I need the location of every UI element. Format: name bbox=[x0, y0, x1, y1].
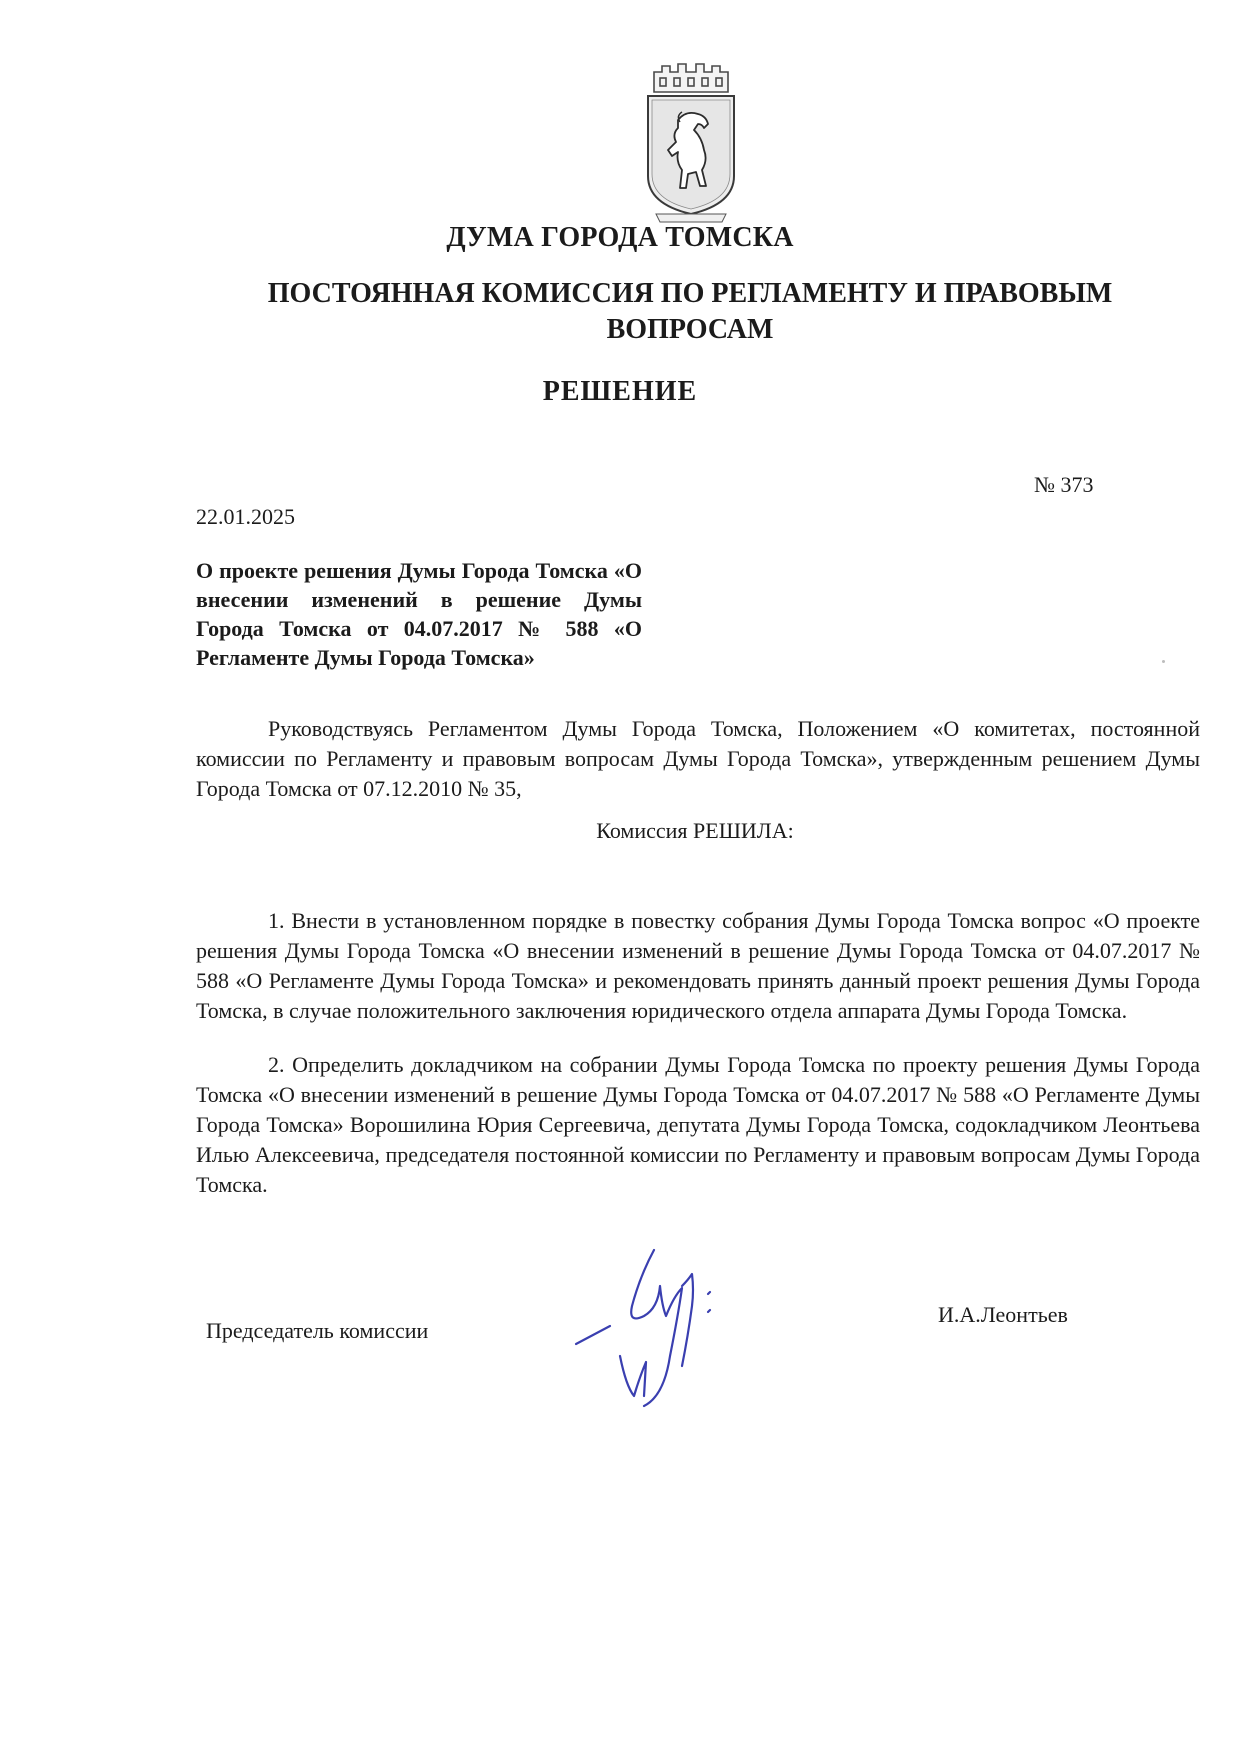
document-number: № 373 bbox=[1034, 472, 1094, 497]
document-subject: О проекте решения Думы Города Томска «О внесении изменений в решение Думы Города Томска от 04.07.2017 № 588 «О Регламенте Думы Города Томска» bbox=[196, 558, 642, 670]
resolved-line: Комиссия РЕШИЛА: bbox=[596, 818, 794, 843]
tomsk-coat-of-arms-icon bbox=[642, 58, 740, 224]
organization-title: ДУМА ГОРОДА ТОМСКА bbox=[446, 222, 794, 253]
preamble-paragraph: Руководствуясь Регламентом Думы Города Томска, Положением «О комитетах, постоянной комиссии по Регламенту и правовым вопросам Думы Города Томска», утвержденным решением Думы Города Томска от 07.12.2010 № 35, bbox=[196, 716, 1200, 801]
scan-artifact bbox=[1162, 660, 1165, 663]
resolution-item: 2. Определить докладчиком на собрании Думы Города Томска по проекту решения Думы Города Томска «О внесении изменений в решение Думы Города Томска от 04.07.2017 № 588 «О Регламенте Думы Города Томска» Ворошилина Юрия Сергеевича, депутата Думы Города Томска, содокладчиком Леонтьева Илью Алексеевича, председателя постоянной комиссии по Регламенту и правовым вопросам Думы Города Томска. bbox=[196, 1052, 1200, 1197]
resolution-item: 1. Внести в установленном порядке в повестку собрания Думы Города Томска вопрос «О проекте решения Думы Города Томска «О внесении изменений в решение Думы Города Томска от 04.07.2017 № 588 «О Регламенте Думы Города Томска» и рекомендовать принять данный проект решения Думы Города Томска, в случае положительного заключения юридического отдела аппарата Думы Города Томска. bbox=[196, 908, 1200, 1023]
document-date: 22.01.2025 bbox=[196, 504, 295, 529]
signatory-name: И.А.Леонтьев bbox=[938, 1302, 1068, 1327]
document-type-title: РЕШЕНИЕ bbox=[542, 376, 698, 407]
signatory-role: Председатель комиссии bbox=[206, 1318, 429, 1343]
handwritten-signature bbox=[570, 1246, 770, 1416]
commission-title: ПОСТОЯННАЯ КОМИССИЯ ПО РЕГЛАМЕНТУ И ПРАВОВЫМ ВОПРОСАМ bbox=[267, 278, 1113, 345]
